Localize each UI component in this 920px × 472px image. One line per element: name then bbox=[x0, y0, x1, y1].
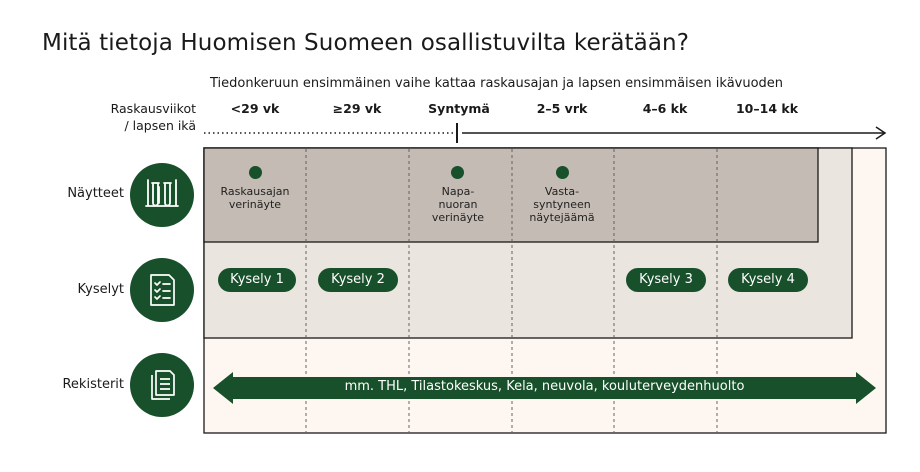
registers-text: mm. THL, Tilastokeskus, Kela, neuvola, kouluterveydenhuolto bbox=[344, 379, 745, 394]
survey-pill-2: Kysely 2 bbox=[318, 268, 398, 292]
column-header-4-6-months: 4–6 kk bbox=[642, 101, 688, 116]
sample-dot bbox=[249, 166, 262, 179]
sample-dot bbox=[451, 166, 464, 179]
sample-label-newborn-residual: Vasta- syntyneen näytejäämä bbox=[529, 185, 595, 224]
axis-label-line2: / lapsen ikä bbox=[124, 118, 196, 133]
survey-pill-1: Kysely 1 bbox=[218, 268, 296, 292]
subtitle: Tiedonkeruun ensimmäinen vaihe kattaa raskausajan ja lapsen ensimmäisen ikävuoden bbox=[210, 76, 784, 91]
survey-pill-3: Kysely 3 bbox=[626, 268, 706, 292]
checklist-icon bbox=[130, 258, 194, 322]
row-label-registers: Rekisterit bbox=[62, 377, 124, 392]
sample-label-pregnancy-blood: Raskausajan verinäyte bbox=[220, 185, 290, 211]
survey-pill-4: Kysely 4 bbox=[728, 268, 808, 292]
column-header-under-29: <29 vk bbox=[230, 101, 280, 116]
row-label-samples: Näytteet bbox=[67, 186, 124, 201]
row-label-surveys: Kyselyt bbox=[77, 282, 124, 297]
column-header-2-5-days: 2–5 vrk bbox=[536, 101, 588, 116]
sample-label-cord-blood: Napa- nuoran verinäyte bbox=[431, 185, 485, 224]
test-tubes-icon bbox=[130, 163, 194, 227]
sample-dot bbox=[556, 166, 569, 179]
axis-label-line1: Raskausviikot bbox=[110, 101, 196, 116]
column-header-birth: Syntymä bbox=[428, 101, 490, 116]
column-header-29-plus: ≥29 vk bbox=[332, 101, 382, 116]
column-header-10-14-months: 10–14 kk bbox=[735, 101, 799, 116]
page-title: Mitä tietoja Huomisen Suomeen osallistuvilta kerätään? bbox=[42, 30, 690, 56]
documents-icon bbox=[130, 353, 194, 417]
